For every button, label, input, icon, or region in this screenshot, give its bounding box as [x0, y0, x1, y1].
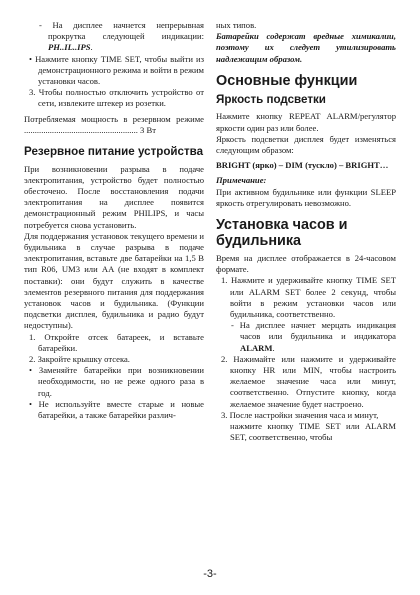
standby-power: Потребляемая мощность в резервном режиме ..................................................... 3 Вт [24, 113, 204, 135]
clock-step-3: 3. После настройки значения часа и минут, [221, 409, 379, 420]
right-column [216, 20, 396, 443]
clock-flash-note: - На дисплее начнет мерцать индикация часов или будильника и индикатора ALARM. [231, 320, 396, 353]
page-number: -3- [203, 568, 217, 580]
brightness-heading: Яркость подсветки [216, 92, 326, 106]
battery-types-cont: ных типов. [216, 20, 257, 30]
brightness-press: Нажмите кнопку REPEAT ALARM/регулятор яркости один раз или более. [216, 111, 396, 133]
note-text: При активном будильнике или функции SLEEP яркость отрегулировать невозможно. [216, 186, 396, 208]
clock-step-1: 1. Нажмите и удерживайте кнопку TIME SET или ALARM SET более 2 секунд, чтобы войти в режим установки часов или будильника, соответственно. [221, 275, 396, 319]
main-functions-heading: Основные функции [216, 72, 358, 89]
time-set-step: • Нажмите кнопку TIME SET, чтобы выйти из демонстрационного режима и войти в режим установки часов. [29, 53, 204, 87]
clock-step-2: 2. Нажимайте или нажмите и удерживайте кнопку HR или MIN, чтобы настроить желаемое значение часа или минут, соответственно. Отпустите кнопку, когда желаемое значение будет настроено. [221, 353, 396, 409]
brightness-change: Яркость подсветки дисплея будет изменяться следующим образом: [216, 133, 396, 155]
demo-scroll-note: - На дисплее начнется непрерывная прокрутка следующей индикации: PH..IL..IPS. [39, 20, 204, 53]
alarm-indicator-text: ALARM [240, 342, 273, 353]
disposal-warning: Батарейки содержат вредные химикалии, поэтому их следует утилизировать надлежащим образом. [216, 31, 396, 64]
unplug-step: 3. Чтобы полностью отключить устройство от сети, извлеките штекер из розетки. [29, 87, 204, 109]
clock-step-3-cont: нажмите кнопку TIME SET или ALARM SET, соответственно, чтобы [230, 420, 396, 443]
note-label: Примечание: [216, 175, 267, 186]
backup-power-heading: Резервное питание устройства [24, 145, 204, 159]
battery-tip-mix: • Не используйте вместе старые и новые батарейки, а также батарейки различ- [29, 398, 204, 420]
clock-format: Время на дисплее отображается в 24-часовом формате. [216, 252, 396, 275]
backup-intro: При возникновении разрыва в подаче электропитания, устройство будет полностью обесточено. После восстановления подачи электропитания на дисплее появится демонстрационный режим PHILIPS, и часы потребуется снова установить. [24, 163, 204, 230]
brightness-sequence: BRIGHT (ярко) – DIM (тускло) – BRIGHT… [216, 160, 389, 171]
battery-tip-replace: • Заменяйте батарейки при возникновении необходимости, но не реже одного раза в год. [29, 365, 204, 398]
left-column [24, 20, 204, 421]
clock-alarm-heading: Установка часов и будильника [216, 216, 348, 249]
philips-scroll-text: PH..IL..IPS [48, 42, 91, 53]
battery-step-1: 1. Откройте отсек батареек, и вставьте батарейки. [29, 331, 204, 353]
backup-batteries: Для поддержания установок текущего времени и будильника в случае разрыва в подаче электропитания, вставьте две батарейки на 1,5 В тип R06, UM3 или AA (не входят в комплект поставки): они будут служить в качестве элементов резервного питания для поддержания установок часов и будильника. (Функции подсветки дисплея, будильника и радио будут недоступны). [24, 230, 204, 331]
battery-step-2: 2. Закройте крышку отсека. [29, 353, 130, 364]
